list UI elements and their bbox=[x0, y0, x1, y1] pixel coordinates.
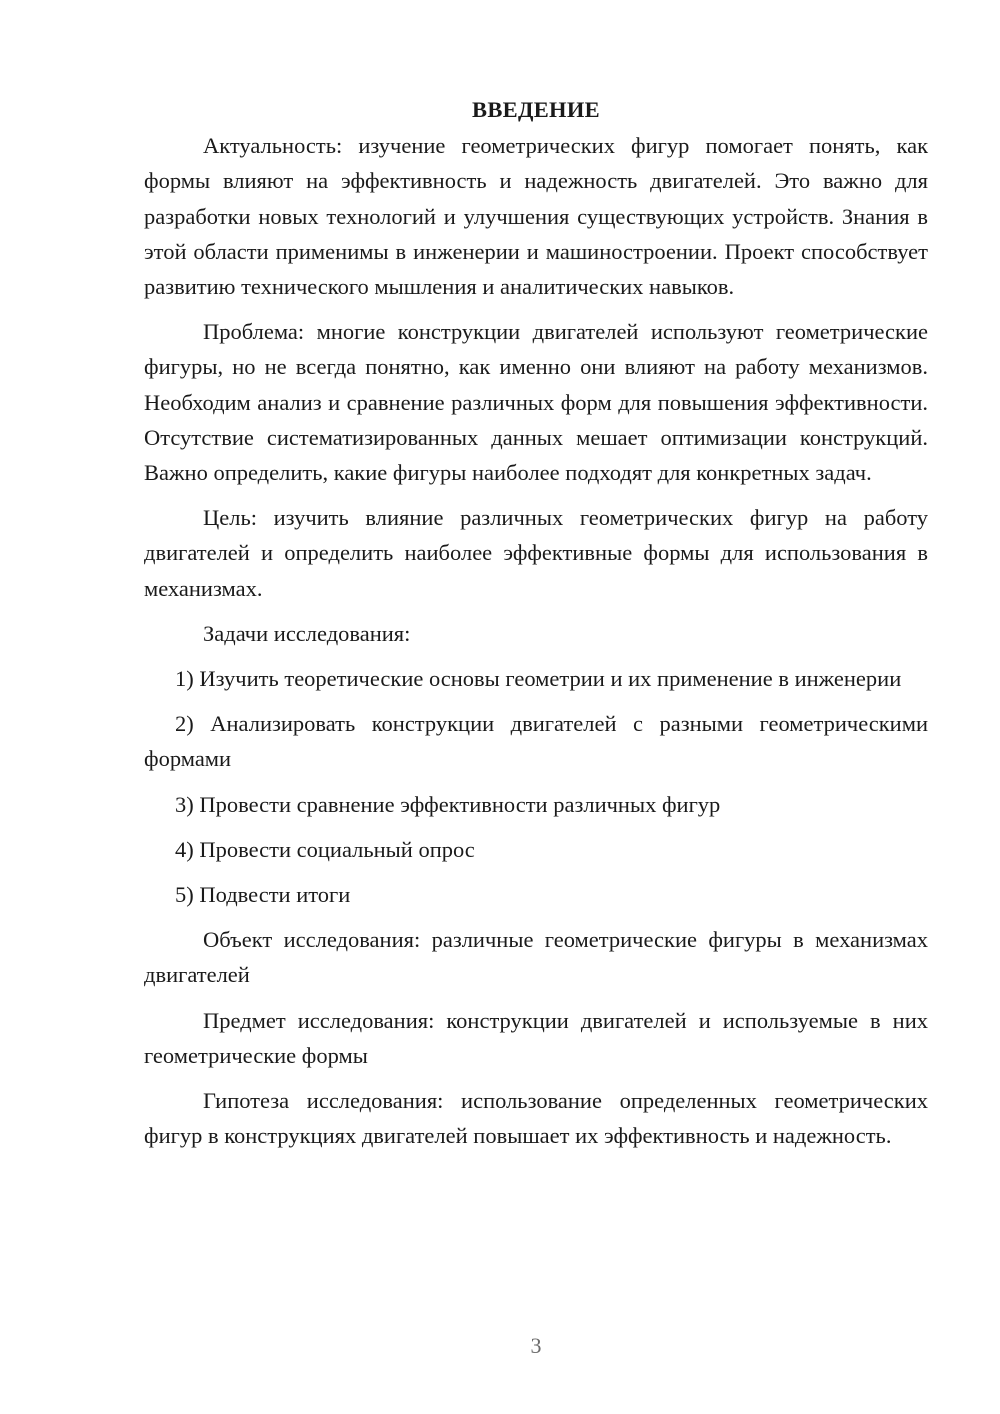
tasks-heading: Задачи исследования: bbox=[203, 620, 411, 646]
task-item-2: 2) Анализировать конструкции двигателей с разными геометрическими формами bbox=[144, 711, 928, 772]
paragraph-hypothesis: Гипотеза исследования: использование определенных геометрических фигур в конструкциях двигателей повышает их эффективность и надежность. bbox=[144, 1088, 928, 1149]
paragraph-goal: Цель: изучить влияние различных геометрических фигур на работу двигателей и определить наиболее эффективные формы для использования в механизмах. bbox=[144, 505, 928, 601]
page-number: 3 bbox=[530, 1333, 542, 1358]
paragraph-subject: Предмет исследования: конструкции двигателей и используемые в них геометрические формы bbox=[144, 1007, 928, 1068]
paragraph-relevance: Актуальность: изучение геометрических фигур помогает понять, как формы влияют на эффективность и надежность двигателей. Это важно для разработки новых технологий и улучшения существующих устройств. Знания в этой области применимы в инженерии и машиностроении. Проект способствует развитию технического мышления и аналитических навыков. bbox=[144, 133, 928, 300]
paragraph-object: Объект исследования: различные геометрические фигуры в механизмах двигателей bbox=[144, 927, 928, 988]
task-item-3: 3) Провести сравнение эффективности различных фигур bbox=[175, 791, 721, 817]
task-item-1: 1) Изучить теоретические основы геометрии и их применение в инженерии bbox=[175, 666, 902, 692]
task-item-5: 5) Подвести итоги bbox=[175, 882, 351, 908]
section-title: ВВЕДЕНИЕ bbox=[472, 97, 600, 122]
paragraph-problem: Проблема: многие конструкции двигателей используют геометрические фигуры, но не всегда понятно, как именно они влияют на работу механизмов. Необходим анализ и сравнение различных форм для повышения эффективности. Отсутствие систематизированных данных мешает оптимизации конструкций. Важно определить, какие фигуры наиболее подходят для конкретных задач. bbox=[144, 319, 928, 486]
document-body bbox=[144, 92, 928, 1153]
task-item-4: 4) Провести социальный опрос bbox=[175, 836, 475, 862]
